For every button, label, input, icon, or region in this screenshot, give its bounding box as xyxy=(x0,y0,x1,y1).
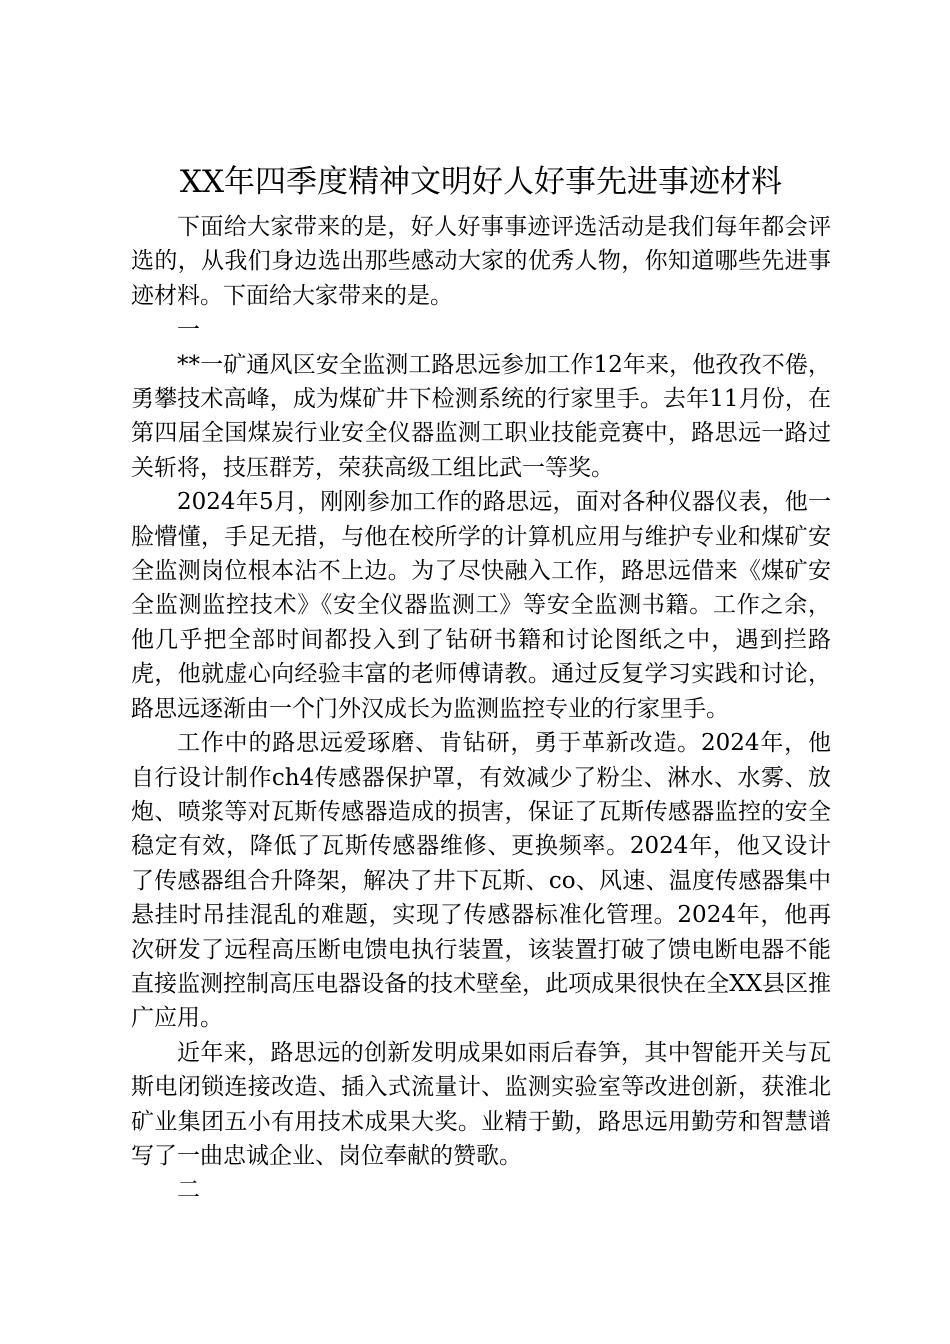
body-paragraph: **一矿通风区安全监测工路思远参加工作12年来，他孜孜不倦，勇攀技术高峰，成为煤矿井下检测系统的行家里手。去年11月份，在第四届全国煤炭行业安全仪器监测工职业技能竞赛中，路思远一路过关斩将，技压群芳，荣获高级工组比武一等奖。 xyxy=(131,351,831,481)
document-title: XX年四季度精神文明好人好事先进事迹材料 xyxy=(179,164,783,200)
document-page xyxy=(131,158,831,1208)
intro-paragraph: 下面给大家带来的是，好人好事事迹评选活动是我们每年都会评选的，从我们身边选出那些感动大家的优秀人物，你知道哪些先进事迹材料。下面给大家带来的是。 xyxy=(131,214,831,309)
section-one-marker: 一 xyxy=(177,317,200,344)
body-paragraph: 近年来，路思远的创新发明成果如雨后春笋，其中智能开关与瓦斯电闭锁连接改造、插入式流量计、监测实验室等改进创新，获淮北矿业集团五小有用技术成果大奖。业精于勤，路思远用勤劳和智慧谱写了一曲忠诚企业、岗位奉献的赞歌。 xyxy=(131,1039,831,1169)
section-two-marker: 二 xyxy=(177,1177,200,1204)
body-paragraph: 工作中的路思远爱琢磨、肯钻研，勇于革新改造。2024年，他自行设计制作ch4传感器保护罩，有效减少了粉尘、淋水、水雾、放炮、喷浆等对瓦斯传感器造成的损害，保证了瓦斯传感器监控的安全稳定有效，降低了瓦斯传感器维修、更换频率。2024年，他又设计了传感器组合升降架，解决了井下瓦斯、co、风速、温度传感器集中悬挂时吊挂混乱的难题，实现了传感器标准化管理。2024年，他再次研发了远程高压断电馈电执行装置，该装置打破了馈电断电器不能直接监测控制高压电器设备的技术壁垒，此项成果很快在全XX县区推广应用。 xyxy=(131,730,831,1032)
body-paragraph: 2024年5月，刚刚参加工作的路思远，面对各种仪器仪表，他一脸懵懂，手足无措，与他在校所学的计算机应用与维护专业和煤矿安全监测岗位根本沾不上边。为了尽快融入工作，路思远借来《煤矿安全监测监控技术》《安全仪器监测工》等安全监测书籍。工作之余，他几乎把全部时间都投入到了钻研书籍和讨论图纸之中，遇到拦路虎，他就虚心向经验丰富的老师傅请教。通过反复学习实践和讨论，路思远逐渐由一个门外汉成长为监测监控专业的行家里手。 xyxy=(131,489,831,722)
